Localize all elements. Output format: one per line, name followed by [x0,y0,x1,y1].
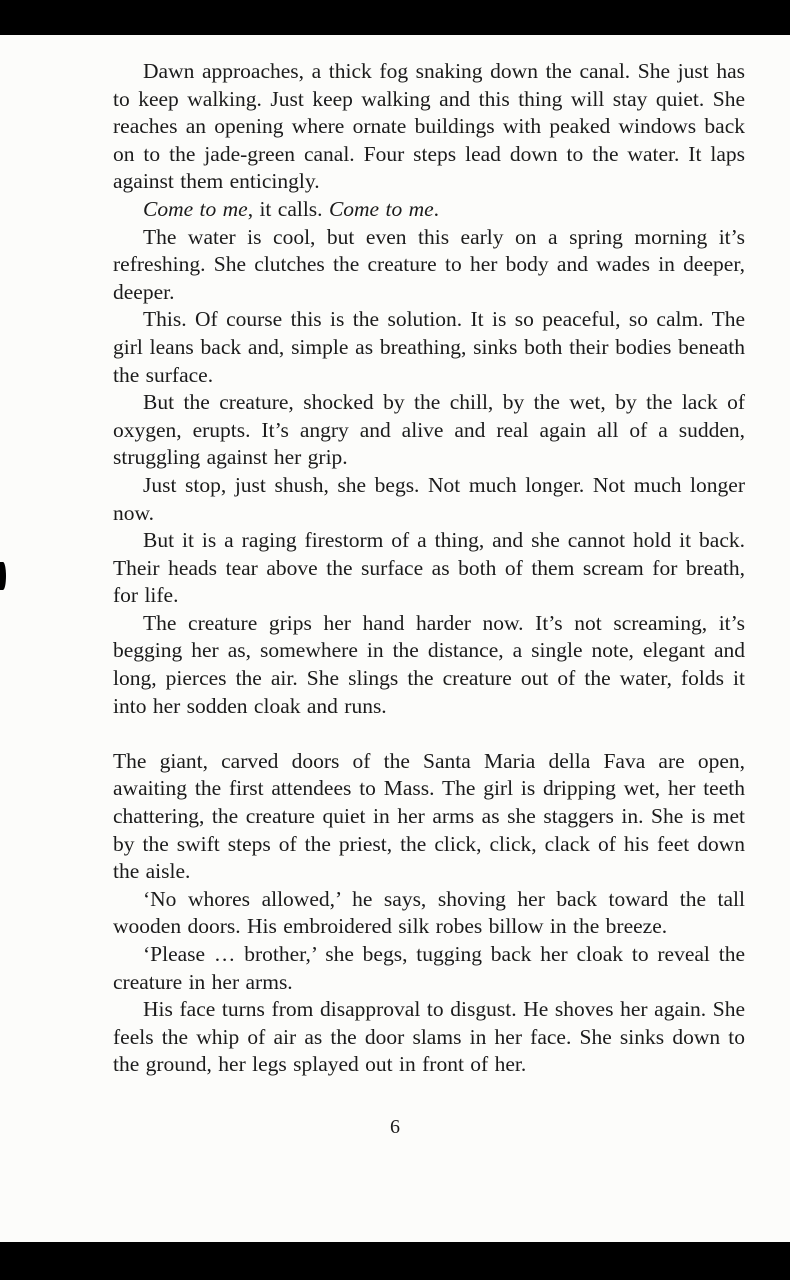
paragraph [113,748,745,886]
scan-edge-bottom [0,1242,790,1280]
paragraph [113,224,745,307]
text-segment: But it is a raging firestorm of a thing, and she cannot hold it back. Their heads tear above the surface as both of them scream for breath, for life. [113,528,745,608]
text-segment: The creature grips her hand harder now. It’s not screaming, it’s begging her as, somewhere in the distance, a single note, elegant and long, pierces the air. She slings the creature out of the water, folds it into her sodden cloak and runs. [113,610,745,718]
paragraph [113,941,745,996]
scan-edge-top [0,0,790,35]
italic-text-segment: Come to me [328,196,434,221]
paragraph [113,996,745,1079]
text-segment: But the creature, shocked by the chill, by the wet, by the lack of oxygen, erupts. It’s angry and alive and real again all of a sudden, struggling against her grip. [113,390,745,470]
paragraph [113,886,745,941]
paragraph [113,472,745,527]
paragraph [113,610,745,720]
paragraph [113,389,745,472]
text-segment: Dawn approaches, a thick fog snaking down the canal. She just has to keep walking. Just keep walking and this thing will stay quiet. She reaches an opening where ornate buildings with peaked windows back on to the jade-green canal. Four steps lead down to the water. It laps against them enticingly. [113,59,745,194]
text-segment: The giant, carved doors of the Santa Maria della Fava are open, awaiting the first attendees to Mass. The girl is dripping wet, her teeth chattering, the creature quiet in her arms as she staggers in. She is met by the swift steps of the priest, the click, click, clack of his feet down the aisle. [113,748,745,884]
paragraph [113,196,745,224]
body-text [113,58,745,1079]
page-number: 6 [390,1116,400,1138]
paragraph [113,306,745,389]
paragraph [113,58,745,196]
scan-artifact-left [0,562,6,590]
text-segment: His face turns from disapproval to disgust. He shoves her again. She feels the whip of air as the door slams in her face. She sinks down to the ground, her legs splayed out in front of her. [113,997,745,1077]
text-segment: ‘No whores allowed,’ he says, shoving her back toward the tall wooden doors. His embroidered silk robes billow in the breeze. [113,886,745,939]
text-segment: . [433,196,440,221]
text-segment: ‘Please … brother,’ she begs, tugging back her cloak to reveal the creature in her arms. [113,942,745,994]
text-segment: This. Of course this is the solution. It is so peaceful, so calm. The girl leans back and, simple as breathing, sinks both their bodies beneath the surface. [113,307,745,387]
text-segment: , it calls. [247,196,329,221]
text-segment: The water is cool, but even this early on a spring morning it’s refreshing. She clutches the creature to her body and wades in deeper, deeper. [113,224,745,304]
text-segment: Just stop, just shush, she begs. Not much longer. Not much longer now. [113,472,745,525]
paragraph [113,527,745,610]
italic-text-segment: Come to me [143,196,248,221]
